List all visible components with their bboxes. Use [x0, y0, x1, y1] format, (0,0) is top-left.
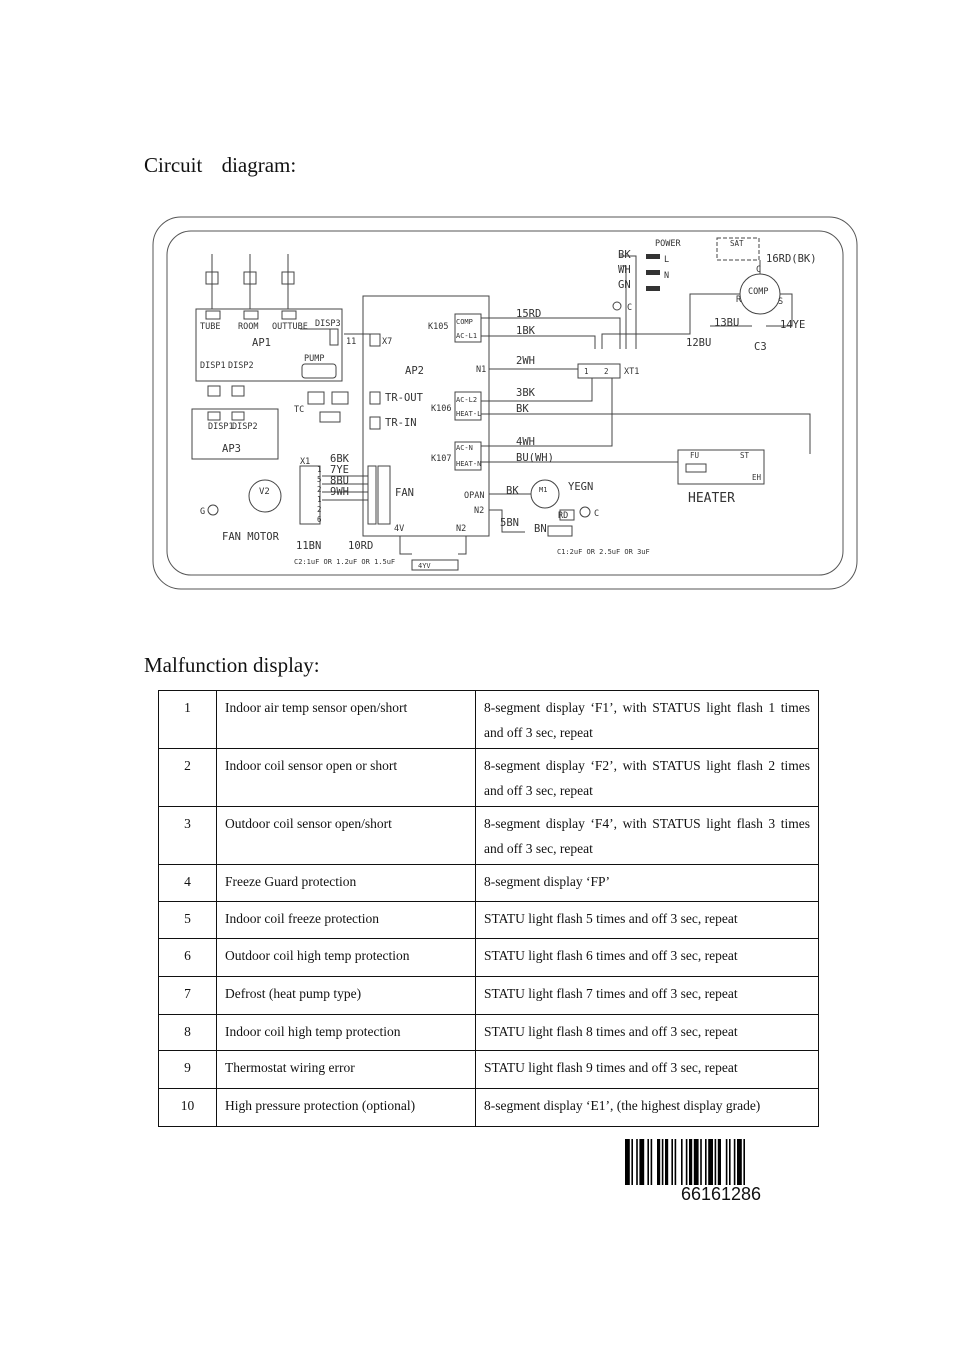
- barcode-bar: [737, 1139, 742, 1185]
- barcode-bar: [636, 1139, 638, 1185]
- heater-fu-label: FU: [690, 451, 700, 460]
- sat-label: SAT: [730, 239, 744, 248]
- 4v-label: 4V: [394, 524, 405, 534]
- disp1-label: DISP1: [200, 361, 226, 371]
- n1-label: N1: [476, 365, 487, 375]
- code-cell: 7: [159, 977, 217, 1015]
- power-n-label: N: [664, 271, 670, 281]
- fan-label: FAN: [395, 487, 414, 499]
- barcode: [625, 1139, 817, 1185]
- xt1-label: XT1: [624, 367, 640, 377]
- fan-pin: 1: [317, 495, 322, 504]
- heater-st-label: ST: [740, 451, 750, 460]
- fan-motor-label: FAN MOTOR: [222, 531, 279, 543]
- comp-c-label: C: [627, 303, 633, 313]
- description-cell: Indoor coil freeze protection: [217, 902, 476, 939]
- barcode-bar: [734, 1139, 736, 1185]
- comp-r-terminal: R: [736, 295, 742, 305]
- circuit-diagram-heading: Circuit diagram:: [144, 153, 297, 177]
- description-cell: Indoor coil sensor open or short: [217, 749, 476, 807]
- wire-11-label: 11: [346, 337, 357, 347]
- barcode-bar: [671, 1139, 673, 1185]
- barcode-bar: [681, 1139, 683, 1185]
- fan-pin: 1: [317, 465, 322, 474]
- display-cell: 8-segment display ‘E1’, (the highest display grade): [476, 1089, 819, 1127]
- fan-pin: 2: [317, 505, 322, 514]
- barcode-bar: [686, 1139, 688, 1185]
- display-cell: STATU light flash 5 times and off 3 sec, repeat: [476, 902, 819, 939]
- malfunction-display-heading: Malfunction display:: [144, 653, 320, 677]
- ap1-label: AP1: [252, 337, 271, 349]
- table-row: [159, 1051, 819, 1089]
- display-cell: 8-segment display ‘F4’, with STATUS light flash 3 times and off 3 sec, repeat: [476, 807, 819, 865]
- barcode-bar: [729, 1139, 731, 1185]
- wire-label: 15RD: [516, 308, 542, 320]
- disp3-label: DISP3: [315, 319, 341, 329]
- fan-cap-wire: 10RD: [348, 540, 374, 552]
- barcode-number: 66161286: [680, 1184, 762, 1204]
- fan-pin: 2: [317, 485, 322, 494]
- barcode-bar: [715, 1139, 717, 1185]
- term-label: COMP: [456, 318, 473, 326]
- code-cell: 10: [159, 1089, 217, 1127]
- c3-label: C3: [754, 341, 767, 353]
- fan-wire: 6BK: [330, 453, 349, 465]
- valve-label: 4YV: [418, 562, 431, 570]
- barcode-bar: [708, 1139, 713, 1185]
- circuit-diagram: [150, 214, 860, 592]
- barcode-bar: [662, 1139, 664, 1185]
- code-cell: 4: [159, 865, 217, 902]
- display-cell: STATU light flash 6 times and off 3 sec, repeat: [476, 939, 819, 977]
- term-label: AC-L1: [456, 332, 478, 340]
- disp2-label: DISP2: [228, 361, 254, 371]
- heater-label: HEATER: [688, 491, 735, 506]
- barcode-bar: [718, 1139, 721, 1185]
- barcode-bar: [657, 1139, 660, 1185]
- table-row: [159, 865, 819, 902]
- table-row: [159, 1089, 819, 1127]
- table-row: [159, 807, 819, 865]
- description-cell: Indoor coil high temp protection: [217, 1015, 476, 1051]
- motor-5bn-label: 5BN: [500, 517, 519, 529]
- table-row: [159, 749, 819, 807]
- power-l-label: L: [664, 255, 670, 265]
- term-label: HEAT-N: [456, 460, 482, 468]
- pump-label: PUMP: [304, 354, 325, 364]
- motor-c-label: C: [594, 509, 600, 519]
- disp1-label: DISP1: [208, 422, 234, 432]
- fan-pin: 6: [317, 515, 322, 524]
- comp-s-terminal: S: [778, 297, 784, 307]
- comp-c-terminal: C: [756, 265, 762, 275]
- display-cell: STATU light flash 8 times and off 3 sec, repeat: [476, 1015, 819, 1051]
- tc-label: TC: [294, 405, 305, 415]
- k106-label: K106: [431, 404, 452, 414]
- fan-cap-wire: 11BN: [296, 540, 322, 552]
- k105-label: K105: [428, 322, 449, 332]
- table-row: [159, 902, 819, 939]
- term-label: AC-L2: [456, 396, 478, 404]
- power-title: POWER: [655, 239, 681, 249]
- wire-label: 13BU: [714, 317, 740, 329]
- barcode-bar: [675, 1139, 677, 1185]
- code-cell: 1: [159, 691, 217, 749]
- display-cell: 8-segment display ‘FP’: [476, 865, 819, 902]
- description-cell: Outdoor coil sensor open/short: [217, 807, 476, 865]
- table-row: [159, 977, 819, 1015]
- barcode-bar: [700, 1139, 702, 1185]
- wire-label: BK: [516, 403, 529, 415]
- n2b-label: N2: [456, 524, 467, 534]
- wire-label: 14YE: [780, 319, 806, 331]
- wire-label: 12BU: [686, 337, 712, 349]
- barcode-bar: [705, 1139, 707, 1185]
- heater-eh-label: EH: [752, 473, 762, 482]
- motor-yegn-label: YEGN: [568, 481, 594, 493]
- k107-label: K107: [431, 454, 452, 464]
- code-cell: 2: [159, 749, 217, 807]
- code-cell: 3: [159, 807, 217, 865]
- malfunction-table: [158, 690, 819, 1127]
- description-cell: Indoor air temp sensor open/short: [217, 691, 476, 749]
- power-wh-label: WH: [618, 264, 631, 276]
- power-bk-label: BK: [618, 249, 631, 261]
- term-label: HEAT-L: [456, 410, 482, 418]
- xt1-pin: 1: [584, 367, 589, 376]
- sensor-label: TUBE: [200, 322, 221, 332]
- xt1-pin: 2: [604, 367, 609, 376]
- fan-pin: 5: [317, 475, 322, 484]
- tr-out-label: TR-OUT: [385, 392, 423, 404]
- wire-label: BU(WH): [516, 452, 554, 464]
- barcode-bar: [689, 1139, 692, 1185]
- motor-rd-label: RD: [558, 511, 569, 521]
- v2-label: V2: [259, 487, 270, 497]
- n2-label: N2: [474, 506, 485, 516]
- fan-wire: 9WH: [330, 486, 349, 498]
- display-cell: 8-segment display ‘F2’, with STATUS light flash 2 times and off 3 sec, repeat: [476, 749, 819, 807]
- ap3-label: AP3: [222, 443, 241, 455]
- wire-label: 4WH: [516, 436, 535, 448]
- barcode-bar: [625, 1139, 630, 1185]
- description-cell: Thermostat wiring error: [217, 1051, 476, 1089]
- wire-label: 2WH: [516, 355, 535, 367]
- barcode-bar: [639, 1139, 644, 1185]
- code-cell: 9: [159, 1051, 217, 1089]
- power-gn-label: GN: [618, 279, 631, 291]
- tr-in-label: TR-IN: [385, 417, 417, 429]
- description-cell: Outdoor coil high temp protection: [217, 939, 476, 977]
- barcode-bar: [743, 1139, 745, 1185]
- wire-label: 1BK: [516, 325, 535, 337]
- motor-m1-label: M1: [539, 486, 548, 494]
- fan-cap-label: C2:1uF OR 1.2uF OR 1.5uF: [294, 558, 396, 566]
- barcode-bar: [647, 1139, 649, 1185]
- description-cell: Freeze Guard protection: [217, 865, 476, 902]
- disp2-label: DISP2: [232, 422, 258, 432]
- term-label: AC-N: [456, 444, 473, 452]
- comp-label: COMP: [748, 287, 769, 297]
- wire-label: 16RD(BK): [766, 253, 817, 265]
- code-cell: 5: [159, 902, 217, 939]
- opan-label: OPAN: [464, 491, 485, 501]
- motor-cap-label: C1:2uF OR 2.5uF OR 3uF: [557, 548, 650, 556]
- wire-label: 3BK: [516, 387, 535, 399]
- table-row: [159, 691, 819, 749]
- sensor-label: ROOM: [238, 322, 259, 332]
- display-cell: STATU light flash 9 times and off 3 sec, repeat: [476, 1051, 819, 1089]
- description-cell: Defrost (heat pump type): [217, 977, 476, 1015]
- x1-label: X1: [300, 457, 311, 467]
- barcode-bar: [631, 1139, 633, 1185]
- fan-wire: 7YE: [330, 464, 349, 476]
- ground-label: G: [200, 507, 206, 517]
- table-row: [159, 1015, 819, 1051]
- description-cell: High pressure protection (optional): [217, 1089, 476, 1127]
- display-cell: 8-segment display ‘F1’, with STATUS light flash 1 times and off 3 sec, repeat: [476, 691, 819, 749]
- code-cell: 8: [159, 1015, 217, 1051]
- code-cell: 6: [159, 939, 217, 977]
- sensor-label: OUTTUBE: [272, 322, 308, 332]
- table-row: [159, 939, 819, 977]
- barcode-bar: [726, 1139, 728, 1185]
- fan-wire: 8BU: [330, 475, 349, 487]
- x7-label: X7: [382, 337, 393, 347]
- display-cell: STATU light flash 7 times and off 3 sec, repeat: [476, 977, 819, 1015]
- motor-bn-label: BN: [534, 523, 547, 535]
- barcode-bar: [665, 1139, 668, 1185]
- ap2-label: AP2: [405, 365, 424, 377]
- motor-bk-label: BK: [506, 485, 519, 497]
- barcode-bar: [694, 1139, 699, 1185]
- barcode-bar: [651, 1139, 653, 1185]
